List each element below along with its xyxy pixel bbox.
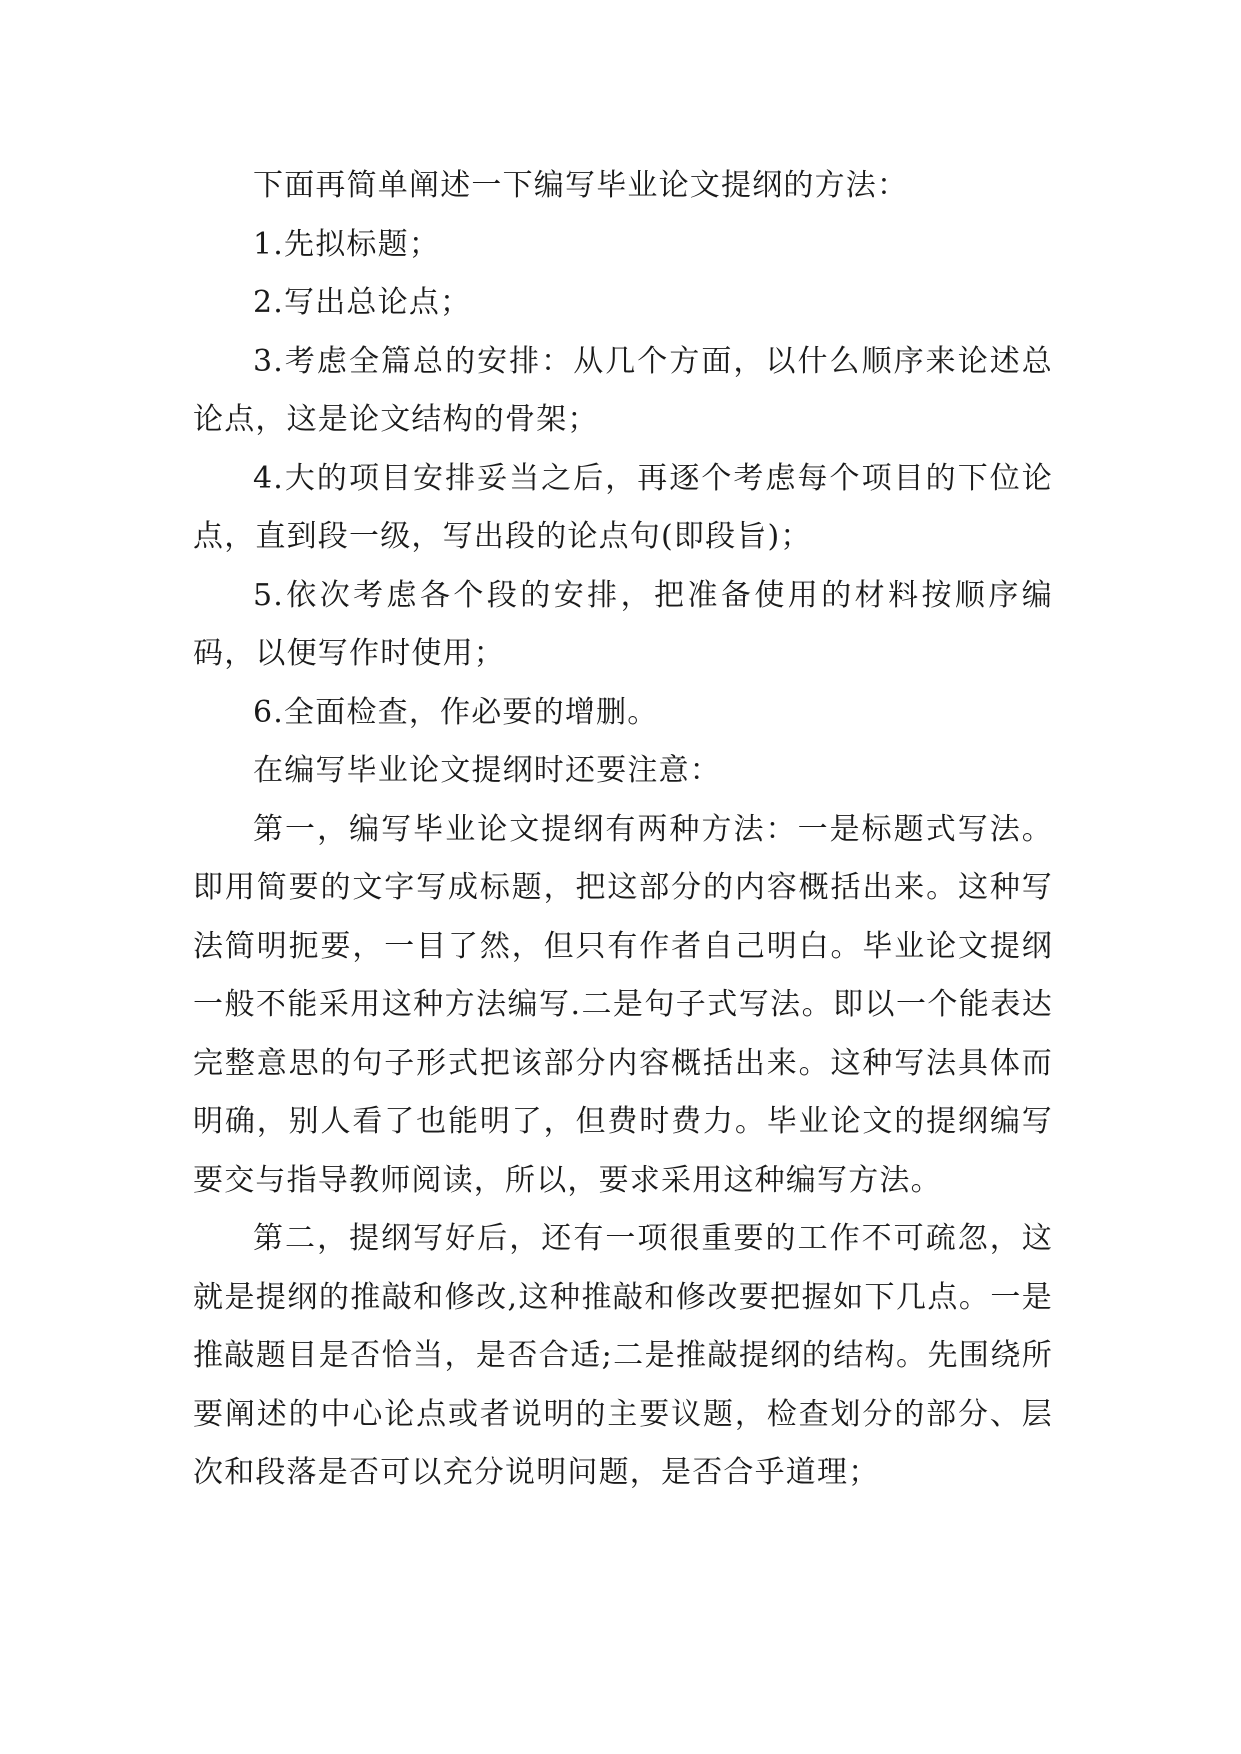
paragraph-note-first: 第一，编写毕业论文提纲有两种方法：一是标题式写法。即用简要的文字写成标题，把这部分的内容概括出来。这种写法简明扼要，一目了然，但只有作者自己明白。毕业论文提纲一般不能采用这种方法编写.二是句子式写法。即以一个能表达完整意思的句子形式把该部分内容概括出来。这种写法具体而明确，别人看了也能明了，但费时费力。毕业论文的提纲编写要交与指导教师阅读，所以，要求采用这种编写方法。 (193, 811, 1053, 1198)
paragraph-step-4: 4.大的项目安排妥当之后，再逐个考虑每个项目的下位论点，直到段一级，写出段的论点句(即段旨)； (193, 460, 1053, 554)
document-body (193, 157, 1053, 1503)
paragraph-step-2: 2.写出总论点； (253, 285, 472, 320)
paragraph-step-1: 1.先拟标题； (253, 226, 441, 262)
paragraph-step-3: 3.考虑全篇总的安排：从几个方面，以什么顺序来论述总论点，这是论文结构的骨架； (193, 343, 1053, 437)
paragraph-notes-intro: 在编写毕业论文提纲时还要注意： (253, 753, 721, 788)
paragraph-step-5: 5.依次考虑各个段的安排，把准备使用的材料按顺序编码，以便写作时使用； (193, 577, 1053, 671)
paragraph-note-second: 第二，提纲写好后，还有一项很重要的工作不可疏忽，这就是提纲的推敲和修改,这种推敲和修改要把握如下几点。一是推敲题目是否恰当，是否合适;二是推敲提纲的结构。先围绕所要阐述的中心论点或者说明的主要议题，检查划分的部分、层次和段落是否可以充分说明问题，是否合乎道理； (193, 1221, 1053, 1490)
paragraph-intro: 下面再简单阐述一下编写毕业论文提纲的方法： (253, 168, 909, 203)
paragraph-step-6: 6.全面检查，作必要的增删。 (253, 694, 659, 730)
